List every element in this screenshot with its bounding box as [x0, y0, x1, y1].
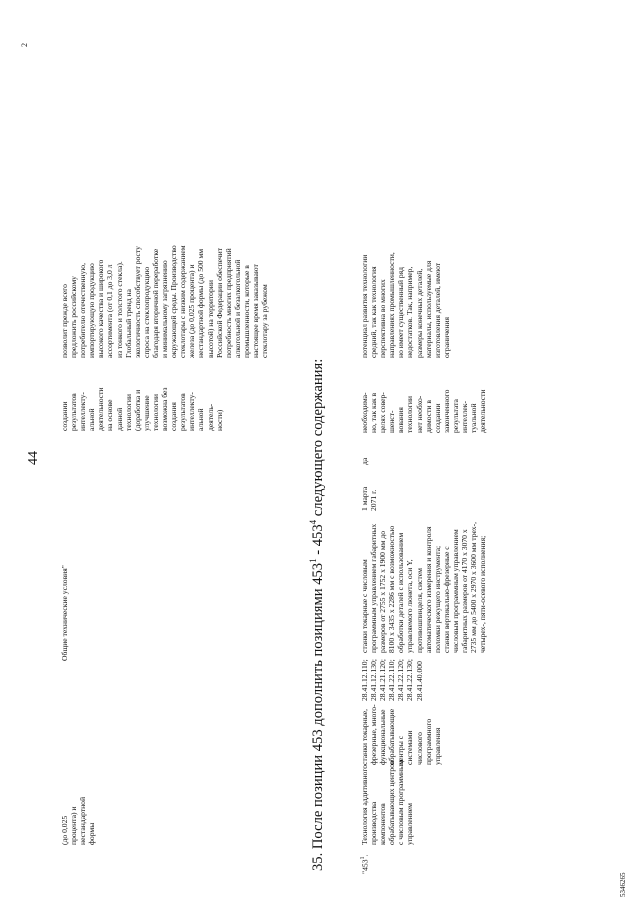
page-number: 44	[26, 451, 41, 465]
deadline-date: 1 марта 2071 г.	[360, 486, 379, 511]
page-corner-number: 2	[20, 43, 29, 47]
reason-text: необходима- но, так как в целях совер- шенст- вования технологии нет необхо- димости в создании законченного результата интеллек- туальной деятельности	[360, 389, 488, 433]
footer-code: 5346265	[619, 872, 627, 897]
equipment-types: станки токарные, фрезерные, много- функциональные обрабатывающие центры с системами числового программного управления	[360, 704, 442, 765]
availability-mark: да	[360, 457, 369, 465]
okpd-codes: 28.41.12.110; 28.41.12.130; 28.41.21.120; 28.41.22.110; 28.41.22.120; 28.41.22.130; 28.41.40.000	[360, 659, 424, 701]
technology-name: Технология аддитивного производства компонентов обрабатывающих центров с числовым программным управлением	[360, 759, 415, 845]
section-heading: 35. После позиции 453 дополнить позициями $453^1 - 453^4$ следующего содержания:	[308, 358, 326, 871]
note-fragment: позволит прежде всего предложить российскому потребителю отечественную, импортирующую продукцию высокого качества и широкого ассортимента (от 0,1 до 3,0 л из тонкого и толстого стекла). Глобальный тренд на экологичность способствует росту спроса на стеклопродукцию благодаря вторичной переработке и минимальному загрязнению окружающей среды. Производство стеклотары с низким содержанием железа (до 0,025 процента) и нестандартной формы (до 500 мм высотой) на территории Российской Федерации обеспечит потребность многих предприятий алкогольной и безалкогольной промышленности, которые в настоящее время заказывают стеклотару за рубежом	[60, 245, 270, 358]
goods-description: станки токарные с числовым программным управлением габаритных размеров от 2755 х 1752 х 1900 мм до 8100 х 3435 х 2286 мм с возможностью обработки деталей с использованием управляемого люнета, оси Y, противошпинделя, систем автоматического измерения и контроля поломки режущего инструмента; станки вертикально-фрезерные с числовым программным управлением габаритных размеров от 4170 х 3070 х 2735 мм до 5400 х 2970 х 3600 мм трех-, четырех-, пяти-осевого исполнения;	[360, 521, 488, 653]
left-fragment: (до 0,025 процента) и нестандартной формы	[60, 796, 97, 845]
row-number: "$453^1$.	[360, 854, 370, 874]
reason-fragment: создании результатов интеллекту- альной деятельности на основе данной технологии (доработка и улучшение технологии возможна без создания результатов интеллекту- альной деятель- ности)	[60, 387, 224, 431]
note-text: потенциал развития технологии средний, так как технология перспективна во многих направлениях промышленности, но имеет существенный ряд недостатков. Так, например, размеры конечных деталей, материалы, используемые для изготовления деталей, имеют ограничения	[360, 252, 451, 358]
conditions-title: Общие технические условия"	[60, 565, 69, 661]
